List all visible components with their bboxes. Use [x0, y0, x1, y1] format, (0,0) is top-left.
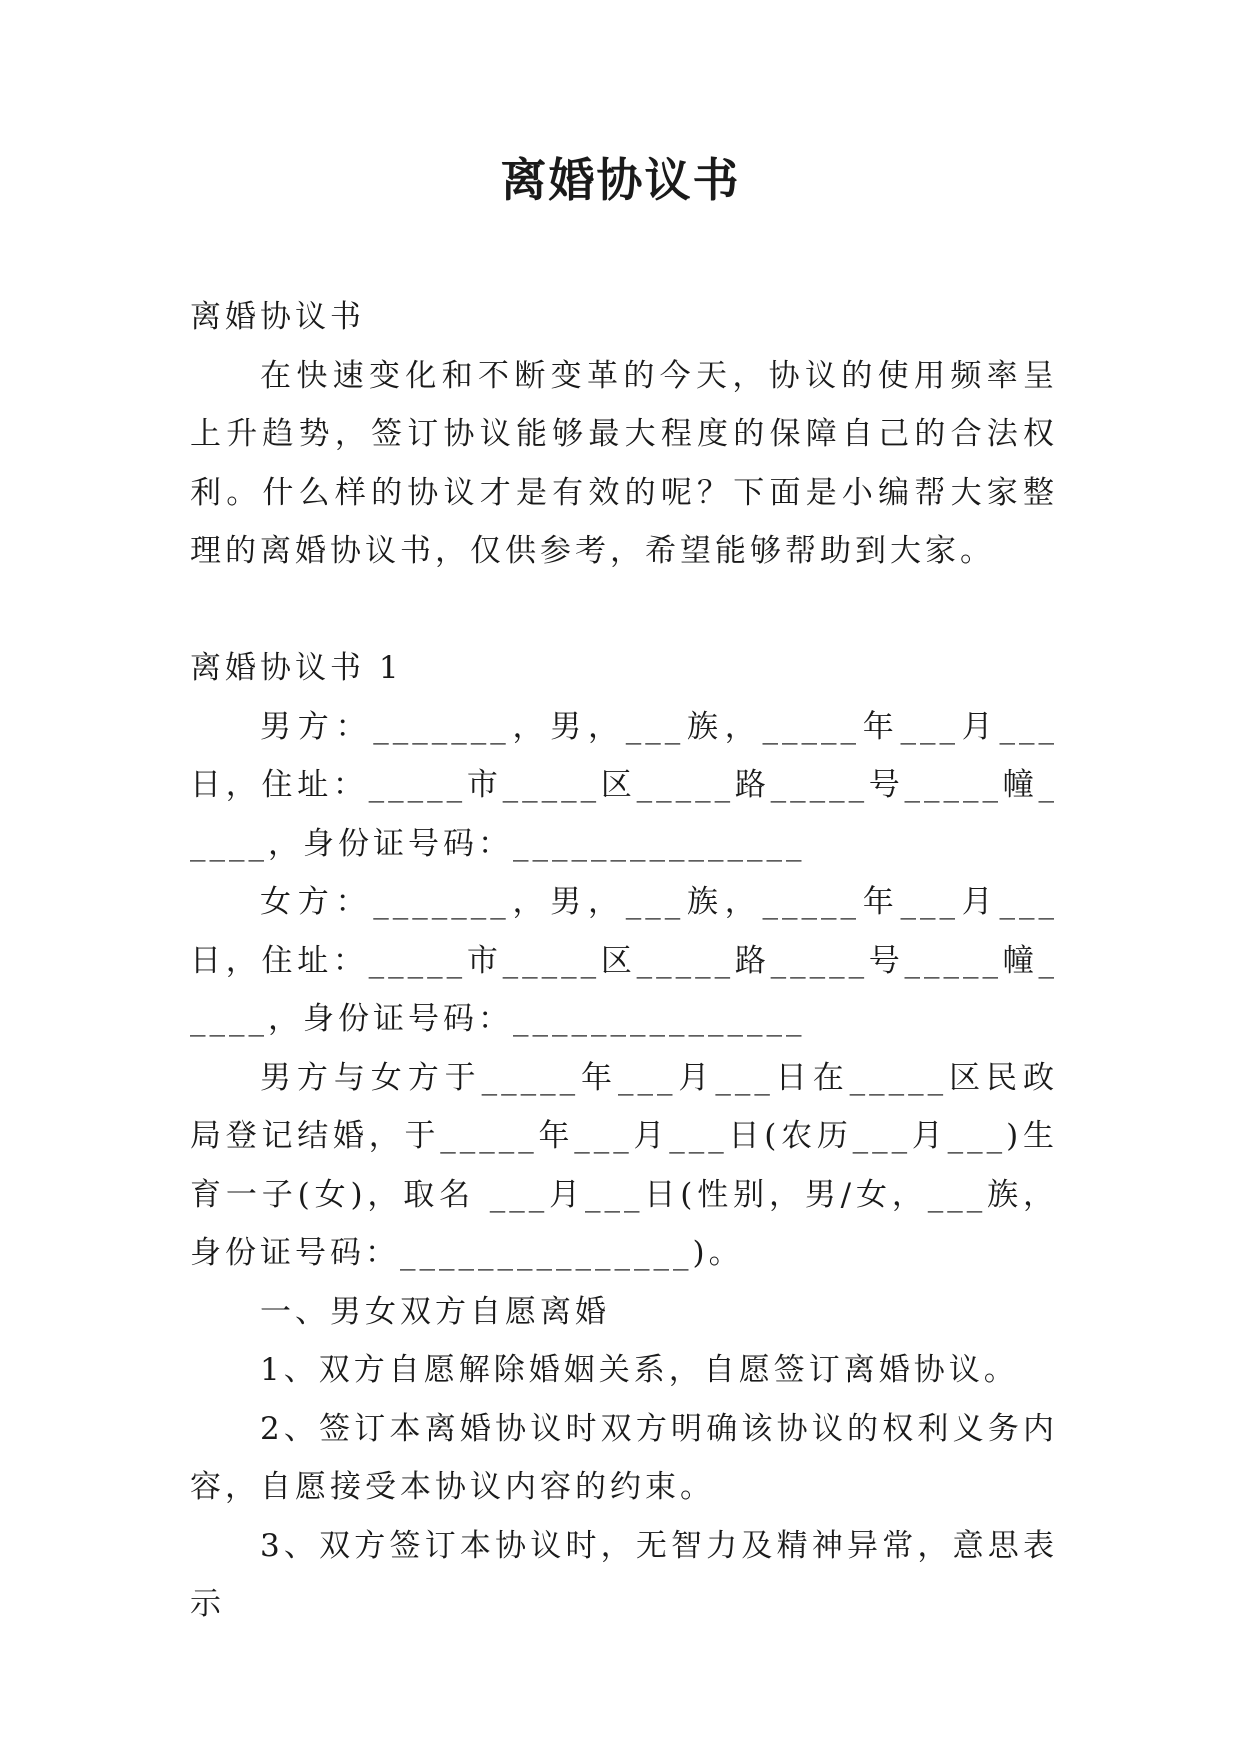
- section-title: 离婚协议书 1: [190, 650, 403, 686]
- intro-paragraph: 在快速变化和不断变革的今天，协议的使用频率呈上升趋势，签订协议能够最大程度的保障自己的合法权利。什么样的协议才是有效的呢？下面是小编帮大家整理的离婚协议书，仅供参考，希望能够帮助到大家。: [190, 357, 1058, 569]
- document-body: [190, 288, 1058, 1634]
- male-party-paragraph: 男方：_______，男，___族，_____年___月___日，住址：_____市_____区_____路_____号_____幢_____，身份证号码：_______________: [190, 708, 1058, 862]
- paragraph-spacer: [190, 581, 1058, 640]
- clause-item: 1、双方自愿解除婚姻关系，自愿签订离婚协议。: [260, 1352, 1019, 1388]
- female-party-paragraph: 女方：_______，男，___族，_____年___月___日，住址：_____市_____区_____路_____号_____幢_____，身份证号码：_______________: [190, 884, 1058, 1037]
- marriage-info-paragraph: 男方与女方于_____年___月___日在_____区民政局登记结婚，于_____年___月___日(农历___月___)生育一子(女)，取名 ___月___日(性别，男/女，___族，身份证号码：_______________)。: [190, 1059, 1058, 1271]
- clause-item: 2、签订本离婚协议时双方明确该协议的权利义务内容，自愿接受本协议内容的约束。: [190, 1410, 1058, 1505]
- clause-item: 3、双方签订本协议时，无智力及精神异常，意思表示: [190, 1527, 1058, 1622]
- document-heading: 离婚协议书: [190, 299, 365, 335]
- clause-heading: 一、男女双方自愿离婚: [260, 1293, 610, 1330]
- document-title: 离婚协议书: [500, 153, 741, 207]
